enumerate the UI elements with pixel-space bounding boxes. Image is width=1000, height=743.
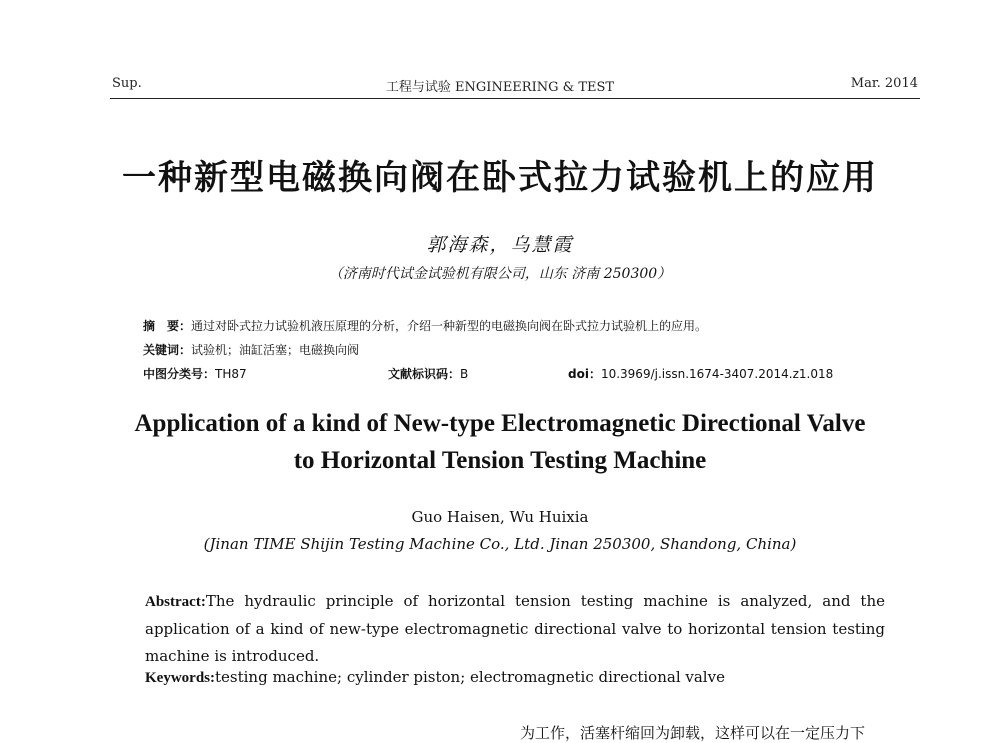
title-chinese: 一种新型电磁换向阀在卧式拉力试验机上的应用	[122, 158, 878, 198]
abstract-chinese	[143, 317, 707, 334]
affiliation-english: (Jinan TIME Shijin Testing Machine Co., Ltd. Jinan 250300, Shandong, China)	[203, 535, 797, 553]
affiliation-chinese: （济南时代试金试验机有限公司，山东 济南 250300）	[328, 266, 672, 282]
header-date: Mar. 2014	[850, 76, 918, 91]
title-english-line-1: Application of a kind of New-type Electromagnetic Directional Valve	[134, 410, 866, 437]
keywords-english	[145, 668, 885, 687]
header-rule	[110, 98, 920, 99]
abstract-chinese-text: 通过对卧式拉力试验机液压原理的分析，介绍一种新型的电磁换向阀在卧式拉力试验机上的应用。	[191, 319, 708, 333]
document-code: 文献标识码：B	[388, 367, 469, 381]
keywords-chinese-text: 试验机；油缸活塞；电磁换向阀	[191, 343, 360, 357]
title-english	[0, 405, 1000, 479]
abstract-english	[145, 588, 885, 670]
abstract-english-label: Abstract:	[145, 594, 206, 610]
authors-chinese: 郭海森，乌慧霞	[426, 234, 574, 256]
keywords-english-label: Keywords:	[145, 670, 215, 686]
header-journal: 工程与试验 ENGINEERING & TEST	[385, 80, 615, 95]
classification: 中图分类号：TH87	[143, 367, 247, 381]
header-left: Sup.	[112, 76, 142, 91]
abstract-english-text: The hydraulic principle of horizontal tension testing machine is analyzed, and the application of a kind of new-type electromagnetic directional valve to horizontal tension testing machine is introduced.	[145, 592, 885, 665]
body-text-start: 为工作，活塞杆缩回为卸载，这样可以在一定压力下	[520, 724, 866, 742]
keywords-english-text: testing machine; cylinder piston; electromagnetic directional valve	[215, 668, 725, 686]
authors-english: Guo Haisen, Wu Huixia	[411, 508, 589, 526]
abstract-chinese-label: 摘 要：	[143, 319, 192, 333]
keywords-chinese-label: 关键词：	[143, 343, 192, 357]
doi: doi：10.3969/j.issn.1674-3407.2014.z1.018	[568, 367, 834, 381]
title-english-line-2: to Horizontal Tension Testing Machine	[293, 447, 707, 474]
keywords-chinese	[143, 341, 359, 358]
